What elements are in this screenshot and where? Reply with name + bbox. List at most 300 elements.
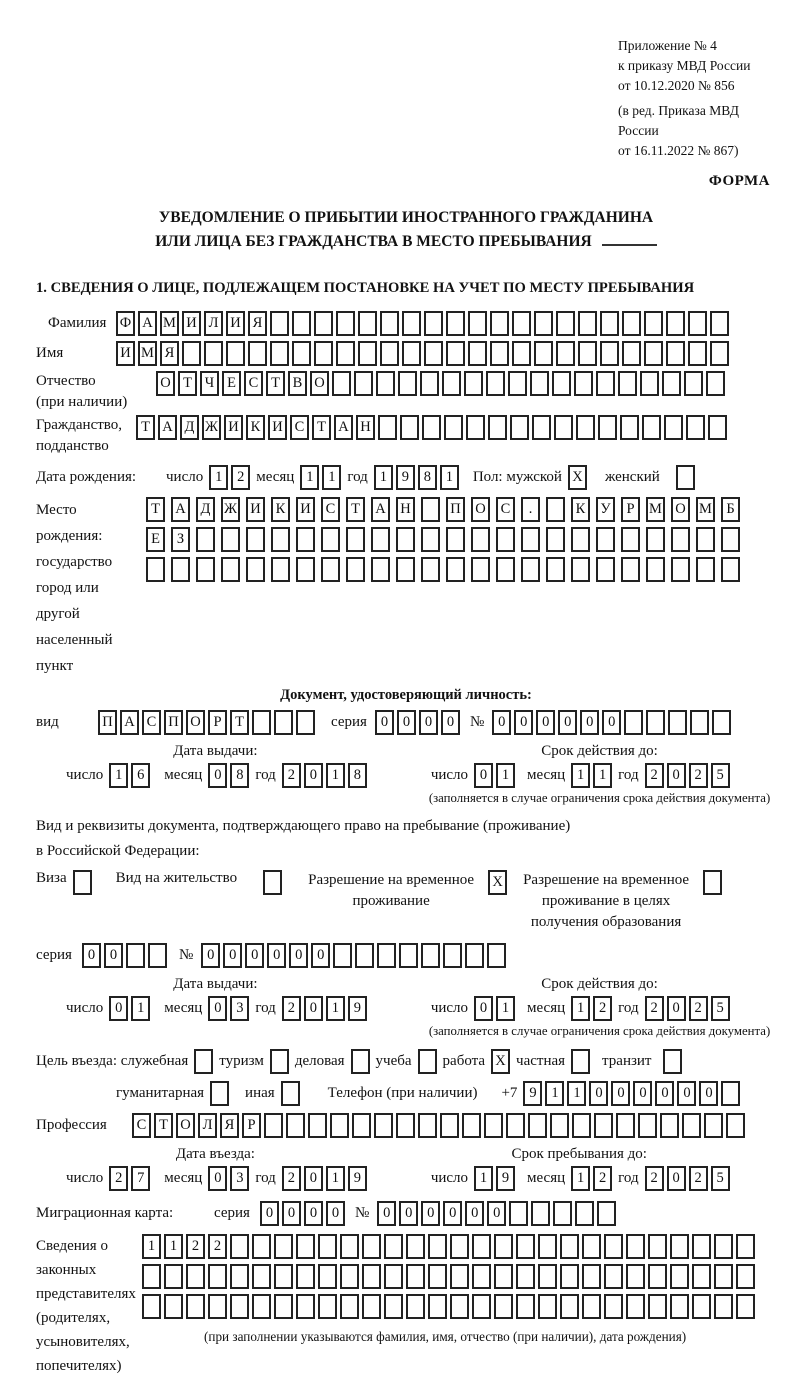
- birthplace-line1-boxes-cell[interactable]: И: [246, 497, 265, 522]
- birth-year-boxes-cell[interactable]: 1: [440, 465, 459, 490]
- surname-boxes-cell[interactable]: [336, 311, 355, 336]
- birthplace-line1-boxes-cell[interactable]: И: [296, 497, 315, 522]
- doc-number-boxes-cell[interactable]: [690, 710, 709, 735]
- birthplace-line2-boxes-cell[interactable]: [721, 527, 740, 552]
- profession-boxes-cell[interactable]: [726, 1113, 745, 1138]
- birthplace-line2-boxes-cell[interactable]: [296, 527, 315, 552]
- citizenship-boxes-cell[interactable]: Т: [312, 415, 331, 440]
- birthplace-line1-boxes-cell[interactable]: К: [271, 497, 290, 522]
- migration-series-boxes-cell[interactable]: 0: [260, 1201, 279, 1226]
- doc-number-boxes-cell[interactable]: 0: [602, 710, 621, 735]
- profession-boxes-cell[interactable]: [286, 1113, 305, 1138]
- residence-number-boxes-cell[interactable]: [487, 943, 506, 968]
- stay-year-boxes-cell[interactable]: 0: [667, 1166, 686, 1191]
- birthplace-line2-boxes-cell[interactable]: [346, 527, 365, 552]
- entry-month-boxes-cell[interactable]: 3: [230, 1166, 249, 1191]
- migration-series-boxes-cell[interactable]: 0: [282, 1201, 301, 1226]
- profession-boxes-cell[interactable]: [528, 1113, 547, 1138]
- surname-boxes-cell[interactable]: [688, 311, 707, 336]
- entry-month-boxes-cell[interactable]: 0: [208, 1166, 227, 1191]
- profession-boxes-cell[interactable]: [506, 1113, 525, 1138]
- surname-boxes-cell[interactable]: Л: [204, 311, 223, 336]
- name-boxes-cell[interactable]: [226, 341, 245, 366]
- surname-boxes-cell[interactable]: [380, 311, 399, 336]
- representatives-line1-boxes-cell[interactable]: [714, 1234, 733, 1259]
- profession-boxes-cell[interactable]: Л: [198, 1113, 217, 1138]
- purpose-official-checkbox-cell[interactable]: [194, 1049, 213, 1074]
- representatives-line3-boxes-cell[interactable]: [560, 1294, 579, 1319]
- residence-number-boxes-cell[interactable]: [355, 943, 374, 968]
- residence-series-boxes-cell[interactable]: [148, 943, 167, 968]
- representatives-line2-boxes-cell[interactable]: [626, 1264, 645, 1289]
- identity-issue-year-boxes-cell[interactable]: 2: [282, 763, 301, 788]
- profession-boxes-cell[interactable]: [440, 1113, 459, 1138]
- citizenship-boxes-cell[interactable]: К: [246, 415, 265, 440]
- migration-series-boxes-cell[interactable]: 0: [326, 1201, 345, 1226]
- identity-expiry-month-boxes-cell[interactable]: 1: [593, 763, 612, 788]
- name-boxes-cell[interactable]: [182, 341, 201, 366]
- surname-boxes-cell[interactable]: [424, 311, 443, 336]
- birthplace-line3-boxes-cell[interactable]: [221, 557, 240, 582]
- representatives-line3-boxes-cell[interactable]: [450, 1294, 469, 1319]
- residence-number-boxes-cell[interactable]: 0: [289, 943, 308, 968]
- residence-number-boxes-cell[interactable]: 0: [311, 943, 330, 968]
- birthplace-line3-boxes-cell[interactable]: [246, 557, 265, 582]
- surname-boxes-cell[interactable]: [600, 311, 619, 336]
- birthplace-line1-boxes-cell[interactable]: Т: [346, 497, 365, 522]
- surname-boxes-cell[interactable]: [622, 311, 641, 336]
- doc-type-boxes-cell[interactable]: С: [142, 710, 161, 735]
- name-boxes-cell[interactable]: [358, 341, 377, 366]
- name-boxes-cell[interactable]: [600, 341, 619, 366]
- phone-boxes-cell[interactable]: 0: [589, 1081, 608, 1106]
- profession-boxes-cell[interactable]: [308, 1113, 327, 1138]
- surname-boxes-cell[interactable]: [402, 311, 421, 336]
- representatives-line3-boxes-cell[interactable]: [252, 1294, 271, 1319]
- residence-number-boxes-cell[interactable]: [465, 943, 484, 968]
- residence-number-boxes-cell[interactable]: 0: [245, 943, 264, 968]
- birthplace-line2-boxes-cell[interactable]: [696, 527, 715, 552]
- birthplace-line3-boxes-cell[interactable]: [396, 557, 415, 582]
- representatives-line1-boxes-cell[interactable]: 2: [186, 1234, 205, 1259]
- representatives-line1-boxes-cell[interactable]: [230, 1234, 249, 1259]
- doc-number-boxes-cell[interactable]: 0: [580, 710, 599, 735]
- identity-issue-year-boxes-cell[interactable]: 0: [304, 763, 323, 788]
- profession-boxes-cell[interactable]: [638, 1113, 657, 1138]
- phone-boxes-cell[interactable]: 0: [655, 1081, 674, 1106]
- profession-boxes-cell[interactable]: [396, 1113, 415, 1138]
- profession-boxes-cell[interactable]: О: [176, 1113, 195, 1138]
- citizenship-boxes-cell[interactable]: [466, 415, 485, 440]
- birthplace-line2-boxes-cell[interactable]: [646, 527, 665, 552]
- surname-boxes-cell[interactable]: Ф: [116, 311, 135, 336]
- citizenship-boxes-cell[interactable]: [708, 415, 727, 440]
- stay-day-boxes-cell[interactable]: 9: [496, 1166, 515, 1191]
- doc-type-boxes-cell[interactable]: Т: [230, 710, 249, 735]
- representatives-line1-boxes-cell[interactable]: [516, 1234, 535, 1259]
- patronymic-boxes-cell[interactable]: [596, 371, 615, 396]
- name-boxes-cell[interactable]: И: [116, 341, 135, 366]
- identity-expiry-year-boxes-cell[interactable]: 2: [689, 763, 708, 788]
- residence-series-boxes-cell[interactable]: 0: [104, 943, 123, 968]
- migration-number-boxes-cell[interactable]: 0: [377, 1201, 396, 1226]
- citizenship-boxes-cell[interactable]: [576, 415, 595, 440]
- representatives-line2-boxes-cell[interactable]: [538, 1264, 557, 1289]
- representatives-line2-boxes-cell[interactable]: [208, 1264, 227, 1289]
- birthplace-line3-boxes-cell[interactable]: [371, 557, 390, 582]
- citizenship-boxes-cell[interactable]: Д: [180, 415, 199, 440]
- surname-boxes-cell[interactable]: И: [226, 311, 245, 336]
- patronymic-boxes-cell[interactable]: О: [156, 371, 175, 396]
- representatives-line2-boxes-cell[interactable]: [494, 1264, 513, 1289]
- birth-year-boxes-cell[interactable]: 8: [418, 465, 437, 490]
- citizenship-boxes-cell[interactable]: [686, 415, 705, 440]
- representatives-line3-boxes-cell[interactable]: [736, 1294, 755, 1319]
- doc-type-boxes-cell[interactable]: [274, 710, 293, 735]
- patronymic-boxes-cell[interactable]: С: [244, 371, 263, 396]
- representatives-line3-boxes-cell[interactable]: [494, 1294, 513, 1319]
- representatives-line1-boxes-cell[interactable]: [604, 1234, 623, 1259]
- surname-boxes-cell[interactable]: [292, 311, 311, 336]
- doc-type-boxes-cell[interactable]: П: [98, 710, 117, 735]
- citizenship-boxes-cell[interactable]: [532, 415, 551, 440]
- surname-boxes-cell[interactable]: Я: [248, 311, 267, 336]
- citizenship-boxes-cell[interactable]: [598, 415, 617, 440]
- name-boxes-cell[interactable]: Я: [160, 341, 179, 366]
- doc-number-boxes-cell[interactable]: [712, 710, 731, 735]
- birthplace-line3-boxes-cell[interactable]: [721, 557, 740, 582]
- name-boxes-cell[interactable]: [512, 341, 531, 366]
- representatives-line1-boxes-cell[interactable]: [736, 1234, 755, 1259]
- profession-boxes-cell[interactable]: [572, 1113, 591, 1138]
- citizenship-boxes-cell[interactable]: [554, 415, 573, 440]
- representatives-line1-boxes-cell[interactable]: [296, 1234, 315, 1259]
- identity-expiry-day-boxes-cell[interactable]: 0: [474, 763, 493, 788]
- doc-type-boxes-cell[interactable]: [252, 710, 271, 735]
- representatives-line2-boxes-cell[interactable]: [450, 1264, 469, 1289]
- representatives-line2-boxes-cell[interactable]: [252, 1264, 271, 1289]
- representatives-line3-boxes-cell[interactable]: [274, 1294, 293, 1319]
- representatives-line3-boxes-cell[interactable]: [538, 1294, 557, 1319]
- birthplace-line2-boxes-cell[interactable]: [596, 527, 615, 552]
- surname-boxes-cell[interactable]: А: [138, 311, 157, 336]
- stay-month-boxes-cell[interactable]: 2: [593, 1166, 612, 1191]
- migration-series-boxes-cell[interactable]: 0: [304, 1201, 323, 1226]
- residence-number-boxes-cell[interactable]: 0: [223, 943, 242, 968]
- patronymic-boxes-cell[interactable]: Е: [222, 371, 241, 396]
- residence-expiry-month-boxes-cell[interactable]: 2: [593, 996, 612, 1021]
- representatives-line1-boxes-cell[interactable]: [362, 1234, 381, 1259]
- birthplace-line2-boxes-cell[interactable]: Е: [146, 527, 165, 552]
- surname-boxes-cell[interactable]: [314, 311, 333, 336]
- birthplace-line2-boxes-cell[interactable]: [246, 527, 265, 552]
- citizenship-boxes-cell[interactable]: Ж: [202, 415, 221, 440]
- entry-year-boxes-cell[interactable]: 9: [348, 1166, 367, 1191]
- citizenship-boxes-cell[interactable]: [444, 415, 463, 440]
- name-boxes-cell[interactable]: [622, 341, 641, 366]
- citizenship-boxes-cell[interactable]: [422, 415, 441, 440]
- representatives-line2-boxes-cell[interactable]: [164, 1264, 183, 1289]
- representatives-line1-boxes-cell[interactable]: [626, 1234, 645, 1259]
- representatives-line2-boxes-cell[interactable]: [472, 1264, 491, 1289]
- surname-boxes-cell[interactable]: И: [182, 311, 201, 336]
- profession-boxes-cell[interactable]: [418, 1113, 437, 1138]
- phone-boxes-cell[interactable]: [721, 1081, 740, 1106]
- phone-boxes-cell[interactable]: 0: [611, 1081, 630, 1106]
- representatives-line3-boxes-cell[interactable]: [362, 1294, 381, 1319]
- purpose-work-checkbox-cell[interactable]: X: [491, 1049, 510, 1074]
- name-boxes-cell[interactable]: [402, 341, 421, 366]
- representatives-line1-boxes-cell[interactable]: 1: [142, 1234, 161, 1259]
- representatives-line3-boxes-cell[interactable]: [164, 1294, 183, 1319]
- name-boxes-cell[interactable]: [710, 341, 729, 366]
- representatives-line3-boxes-cell[interactable]: [472, 1294, 491, 1319]
- residence-number-boxes-cell[interactable]: [443, 943, 462, 968]
- profession-boxes-cell[interactable]: [594, 1113, 613, 1138]
- profession-boxes-cell[interactable]: Т: [154, 1113, 173, 1138]
- doc-series-boxes-cell[interactable]: 0: [397, 710, 416, 735]
- representatives-line3-boxes-cell[interactable]: [648, 1294, 667, 1319]
- representatives-line1-boxes-cell[interactable]: [560, 1234, 579, 1259]
- birthplace-line1-boxes-cell[interactable]: О: [671, 497, 690, 522]
- representatives-line2-boxes-cell[interactable]: [604, 1264, 623, 1289]
- name-boxes-cell[interactable]: [446, 341, 465, 366]
- stay-year-boxes-cell[interactable]: 2: [689, 1166, 708, 1191]
- birthplace-line3-boxes-cell[interactable]: [471, 557, 490, 582]
- representatives-line2-boxes-cell[interactable]: [582, 1264, 601, 1289]
- representatives-line2-boxes-cell[interactable]: [362, 1264, 381, 1289]
- representatives-line1-boxes-cell[interactable]: [670, 1234, 689, 1259]
- phone-boxes-cell[interactable]: 0: [677, 1081, 696, 1106]
- migration-number-boxes-cell[interactable]: [509, 1201, 528, 1226]
- birthplace-line3-boxes-cell[interactable]: [171, 557, 190, 582]
- representatives-line1-boxes-cell[interactable]: [648, 1234, 667, 1259]
- birthplace-line1-boxes-cell[interactable]: [546, 497, 565, 522]
- birthplace-line2-boxes-cell[interactable]: [446, 527, 465, 552]
- profession-boxes-cell[interactable]: [616, 1113, 635, 1138]
- birthplace-line2-boxes-cell[interactable]: [671, 527, 690, 552]
- birthplace-line1-boxes-cell[interactable]: Б: [721, 497, 740, 522]
- residence-issue-year-boxes-cell[interactable]: 9: [348, 996, 367, 1021]
- identity-issue-month-boxes-cell[interactable]: 8: [230, 763, 249, 788]
- birthplace-line2-boxes-cell[interactable]: [321, 527, 340, 552]
- citizenship-boxes-cell[interactable]: А: [158, 415, 177, 440]
- birthplace-line2-boxes-cell[interactable]: [396, 527, 415, 552]
- gender-male-checkbox-cell[interactable]: X: [568, 465, 587, 490]
- patronymic-boxes-cell[interactable]: [706, 371, 725, 396]
- migration-number-boxes-cell[interactable]: [553, 1201, 572, 1226]
- birthplace-line2-boxes-cell[interactable]: [496, 527, 515, 552]
- residence-expiry-year-boxes-cell[interactable]: 5: [711, 996, 730, 1021]
- birthplace-line3-boxes-cell[interactable]: [446, 557, 465, 582]
- residence-issue-month-boxes-cell[interactable]: 3: [230, 996, 249, 1021]
- gender-female-checkbox-cell[interactable]: [676, 465, 695, 490]
- name-boxes-cell[interactable]: М: [138, 341, 157, 366]
- stay-year-boxes-cell[interactable]: 2: [645, 1166, 664, 1191]
- birth-month-boxes-cell[interactable]: 1: [300, 465, 319, 490]
- representatives-line2-boxes-cell[interactable]: [384, 1264, 403, 1289]
- representatives-line1-boxes-cell[interactable]: [538, 1234, 557, 1259]
- representatives-line1-boxes-cell[interactable]: [340, 1234, 359, 1259]
- surname-boxes-cell[interactable]: [512, 311, 531, 336]
- identity-issue-year-boxes-cell[interactable]: 8: [348, 763, 367, 788]
- citizenship-boxes-cell[interactable]: [378, 415, 397, 440]
- birthplace-line1-boxes-cell[interactable]: Т: [146, 497, 165, 522]
- birthplace-line3-boxes-cell[interactable]: [621, 557, 640, 582]
- profession-boxes-cell[interactable]: [704, 1113, 723, 1138]
- birthplace-line1-boxes-cell[interactable]: .: [521, 497, 540, 522]
- name-boxes-cell[interactable]: [204, 341, 223, 366]
- patronymic-boxes-cell[interactable]: [684, 371, 703, 396]
- birthplace-line3-boxes-cell[interactable]: [271, 557, 290, 582]
- purpose-study-checkbox-cell[interactable]: [418, 1049, 437, 1074]
- name-boxes-cell[interactable]: [556, 341, 575, 366]
- representatives-line3-boxes-cell[interactable]: [208, 1294, 227, 1319]
- birthplace-line2-boxes-cell[interactable]: [421, 527, 440, 552]
- birthplace-line3-boxes-cell[interactable]: [546, 557, 565, 582]
- doc-number-boxes-cell[interactable]: 0: [536, 710, 555, 735]
- surname-boxes-cell[interactable]: [534, 311, 553, 336]
- entry-year-boxes-cell[interactable]: 2: [282, 1166, 301, 1191]
- representatives-line2-boxes-cell[interactable]: [736, 1264, 755, 1289]
- profession-boxes-cell[interactable]: [484, 1113, 503, 1138]
- profession-boxes-cell[interactable]: Я: [220, 1113, 239, 1138]
- representatives-line2-boxes-cell[interactable]: [318, 1264, 337, 1289]
- doc-type-boxes-cell[interactable]: П: [164, 710, 183, 735]
- entry-day-boxes-cell[interactable]: 7: [131, 1166, 150, 1191]
- purpose-humanitarian-checkbox-cell[interactable]: [210, 1081, 229, 1106]
- birthplace-line1-boxes-cell[interactable]: С: [496, 497, 515, 522]
- stay-year-boxes-cell[interactable]: 5: [711, 1166, 730, 1191]
- birthplace-line1-boxes-cell[interactable]: А: [371, 497, 390, 522]
- patronymic-boxes-cell[interactable]: [486, 371, 505, 396]
- residence-issue-month-boxes-cell[interactable]: 0: [208, 996, 227, 1021]
- migration-number-boxes-cell[interactable]: [597, 1201, 616, 1226]
- name-boxes-cell[interactable]: [424, 341, 443, 366]
- residence-issue-year-boxes-cell[interactable]: 0: [304, 996, 323, 1021]
- temp-permit-checkbox-cell[interactable]: X: [488, 870, 507, 895]
- representatives-line1-boxes-cell[interactable]: [428, 1234, 447, 1259]
- doc-series-boxes-cell[interactable]: 0: [419, 710, 438, 735]
- patronymic-boxes-cell[interactable]: [376, 371, 395, 396]
- representatives-line2-boxes-cell[interactable]: [428, 1264, 447, 1289]
- name-boxes-cell[interactable]: [688, 341, 707, 366]
- patronymic-boxes-cell[interactable]: [398, 371, 417, 396]
- representatives-line1-boxes-cell[interactable]: [384, 1234, 403, 1259]
- purpose-other-checkbox-cell[interactable]: [281, 1081, 300, 1106]
- migration-number-boxes-cell[interactable]: 0: [443, 1201, 462, 1226]
- representatives-line3-boxes-cell[interactable]: [604, 1294, 623, 1319]
- representatives-line2-boxes-cell[interactable]: [230, 1264, 249, 1289]
- name-boxes-cell[interactable]: [490, 341, 509, 366]
- residence-number-boxes-cell[interactable]: [421, 943, 440, 968]
- doc-number-boxes-cell[interactable]: [646, 710, 665, 735]
- birthplace-line1-boxes-cell[interactable]: У: [596, 497, 615, 522]
- phone-boxes-cell[interactable]: 0: [633, 1081, 652, 1106]
- edu-permit-checkbox-cell[interactable]: [703, 870, 722, 895]
- doc-type-boxes-cell[interactable]: А: [120, 710, 139, 735]
- doc-number-boxes-cell[interactable]: 0: [558, 710, 577, 735]
- residence-permit-checkbox-cell[interactable]: [263, 870, 282, 895]
- profession-boxes-cell[interactable]: [682, 1113, 701, 1138]
- representatives-line1-boxes-cell[interactable]: [318, 1234, 337, 1259]
- birthplace-line2-boxes-cell[interactable]: [546, 527, 565, 552]
- residence-issue-year-boxes-cell[interactable]: 1: [326, 996, 345, 1021]
- representatives-line3-boxes-cell[interactable]: [692, 1294, 711, 1319]
- representatives-line3-boxes-cell[interactable]: [384, 1294, 403, 1319]
- birthplace-line2-boxes-cell[interactable]: З: [171, 527, 190, 552]
- birthplace-line3-boxes-cell[interactable]: [196, 557, 215, 582]
- representatives-line1-boxes-cell[interactable]: [274, 1234, 293, 1259]
- doc-type-boxes-cell[interactable]: О: [186, 710, 205, 735]
- representatives-line3-boxes-cell[interactable]: [428, 1294, 447, 1319]
- citizenship-boxes-cell[interactable]: [620, 415, 639, 440]
- birthplace-line2-boxes-cell[interactable]: [521, 527, 540, 552]
- birthplace-line3-boxes-cell[interactable]: [571, 557, 590, 582]
- identity-issue-day-boxes-cell[interactable]: 6: [131, 763, 150, 788]
- birthplace-line3-boxes-cell[interactable]: [496, 557, 515, 582]
- purpose-tourism-checkbox-cell[interactable]: [270, 1049, 289, 1074]
- birthplace-line3-boxes-cell[interactable]: [321, 557, 340, 582]
- representatives-line2-boxes-cell[interactable]: [186, 1264, 205, 1289]
- birthplace-line3-boxes-cell[interactable]: [696, 557, 715, 582]
- doc-number-boxes-cell[interactable]: [668, 710, 687, 735]
- surname-boxes-cell[interactable]: [556, 311, 575, 336]
- birthplace-line3-boxes-cell[interactable]: [146, 557, 165, 582]
- representatives-line1-boxes-cell[interactable]: [252, 1234, 271, 1259]
- patronymic-boxes-cell[interactable]: [640, 371, 659, 396]
- residence-number-boxes-cell[interactable]: [333, 943, 352, 968]
- citizenship-boxes-cell[interactable]: А: [334, 415, 353, 440]
- profession-boxes-cell[interactable]: [264, 1113, 283, 1138]
- identity-expiry-year-boxes-cell[interactable]: 0: [667, 763, 686, 788]
- entry-year-boxes-cell[interactable]: 0: [304, 1166, 323, 1191]
- representatives-line3-boxes-cell[interactable]: [406, 1294, 425, 1319]
- birthplace-line3-boxes-cell[interactable]: [296, 557, 315, 582]
- residence-issue-day-boxes-cell[interactable]: 1: [131, 996, 150, 1021]
- citizenship-boxes-cell[interactable]: [488, 415, 507, 440]
- residence-series-boxes-cell[interactable]: [126, 943, 145, 968]
- representatives-line1-boxes-cell[interactable]: [494, 1234, 513, 1259]
- name-boxes-cell[interactable]: [248, 341, 267, 366]
- identity-issue-year-boxes-cell[interactable]: 1: [326, 763, 345, 788]
- citizenship-boxes-cell[interactable]: И: [224, 415, 243, 440]
- birthplace-line3-boxes-cell[interactable]: [646, 557, 665, 582]
- residence-expiry-month-boxes-cell[interactable]: 1: [571, 996, 590, 1021]
- representatives-line3-boxes-cell[interactable]: [296, 1294, 315, 1319]
- birthplace-line2-boxes-cell[interactable]: [471, 527, 490, 552]
- identity-issue-day-boxes-cell[interactable]: 1: [109, 763, 128, 788]
- migration-number-boxes-cell[interactable]: 0: [465, 1201, 484, 1226]
- representatives-line1-boxes-cell[interactable]: 1: [164, 1234, 183, 1259]
- birthplace-line1-boxes-cell[interactable]: К: [571, 497, 590, 522]
- purpose-private-checkbox-cell[interactable]: [571, 1049, 590, 1074]
- entry-year-boxes-cell[interactable]: 1: [326, 1166, 345, 1191]
- residence-expiry-day-boxes-cell[interactable]: 1: [496, 996, 515, 1021]
- birthplace-line1-boxes-cell[interactable]: Д: [196, 497, 215, 522]
- birthplace-line1-boxes-cell[interactable]: П: [446, 497, 465, 522]
- representatives-line1-boxes-cell[interactable]: [472, 1234, 491, 1259]
- stay-month-boxes-cell[interactable]: 1: [571, 1166, 590, 1191]
- surname-boxes-cell[interactable]: [710, 311, 729, 336]
- residence-expiry-year-boxes-cell[interactable]: 2: [689, 996, 708, 1021]
- profession-boxes-cell[interactable]: С: [132, 1113, 151, 1138]
- citizenship-boxes-cell[interactable]: [400, 415, 419, 440]
- name-boxes-cell[interactable]: [292, 341, 311, 366]
- surname-boxes-cell[interactable]: [666, 311, 685, 336]
- birthplace-line2-boxes-cell[interactable]: [621, 527, 640, 552]
- representatives-line3-boxes-cell[interactable]: [714, 1294, 733, 1319]
